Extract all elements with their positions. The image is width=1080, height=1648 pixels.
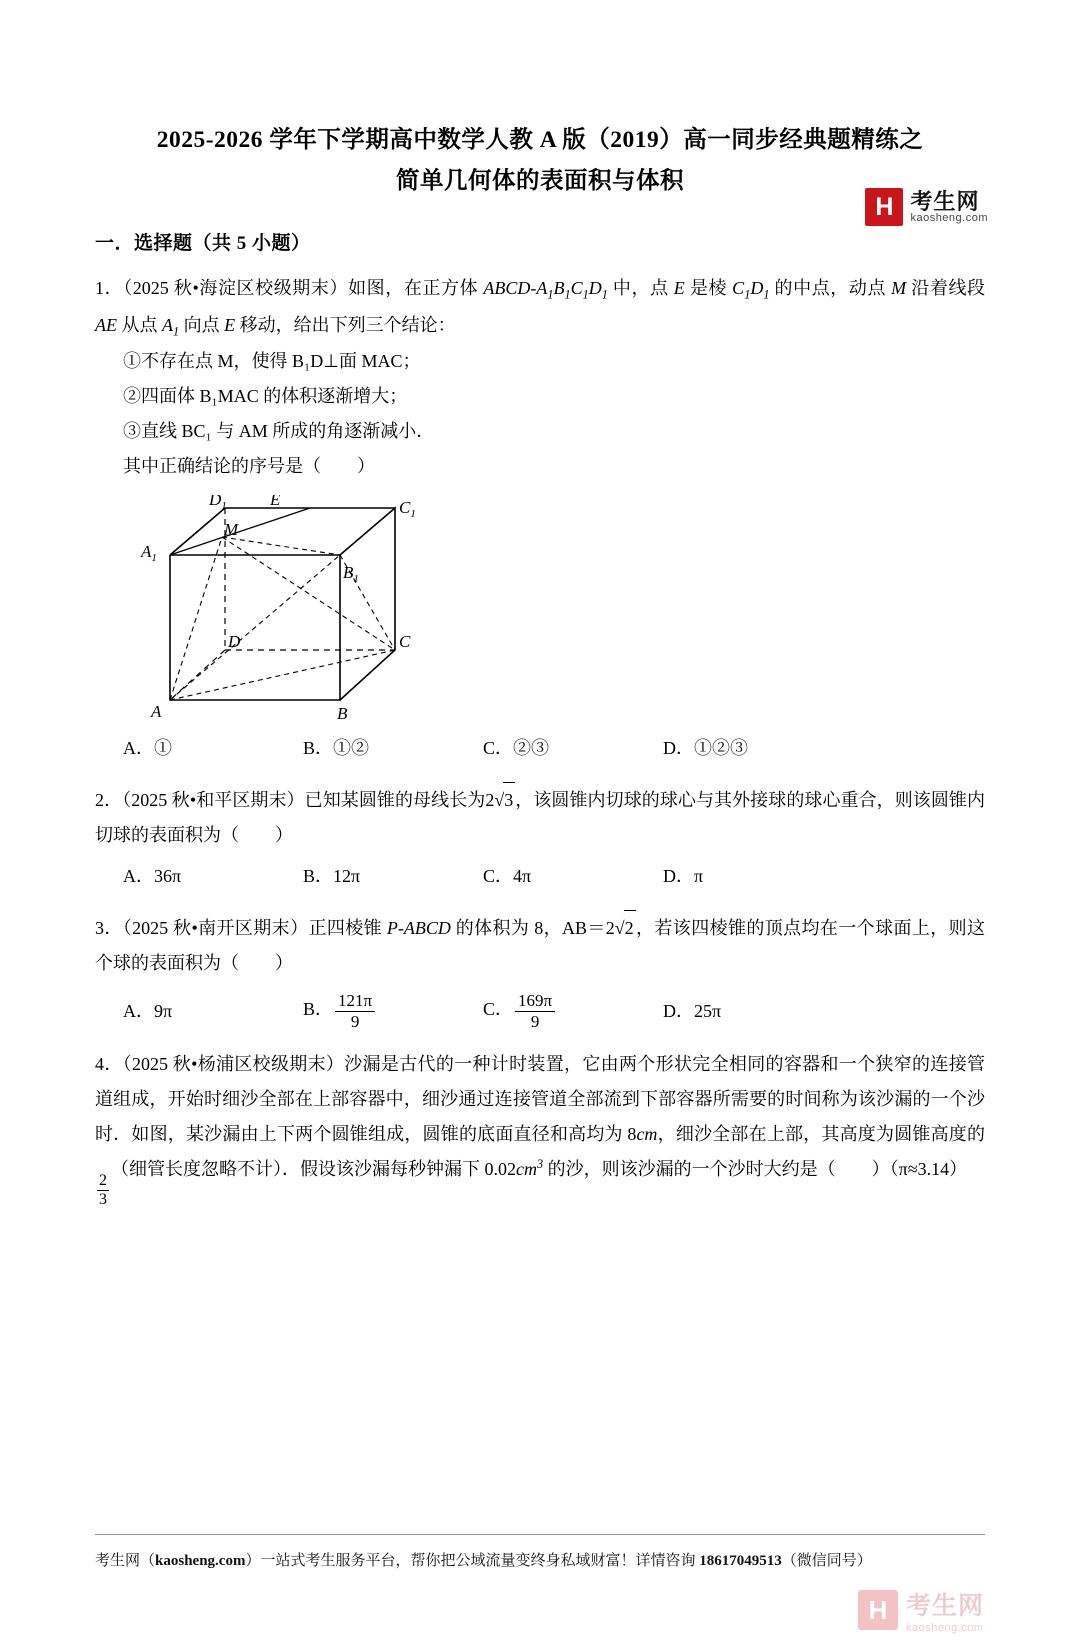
- figure-label-C: C: [399, 631, 411, 651]
- footer-watermark: [858, 1586, 984, 1634]
- question-4: [95, 1047, 985, 1208]
- figure-label-C1: $C_1$: [399, 497, 416, 520]
- page-title: [95, 120, 985, 202]
- question-1-stem-c: 是棱: [684, 278, 733, 299]
- footer-site: kaosheng.com: [155, 1553, 246, 1569]
- question-1-stem-d: 的中点，动点: [769, 278, 892, 299]
- question-3-solid: P‑ABCD: [386, 917, 451, 938]
- sqrt-icon: √2: [615, 918, 636, 938]
- page-title-line1: 2025-2026 学年下学期高中数学人教 A 版（2019）高一同步经典题精练之: [156, 127, 924, 153]
- question-4-fraction: $\frac{2}{3}$: [99, 1172, 107, 1208]
- question-1-figure: [125, 495, 455, 725]
- figure-label-B1: $B_1$: [343, 562, 359, 585]
- question-4-unit2: $cm^3$: [516, 1157, 544, 1180]
- page-title-line2: 简单几何体的表面积与体积: [396, 168, 684, 195]
- question-1-solid: $ABCD‑A_1B_1C_1D_1$: [483, 278, 608, 302]
- question-3-text2: 的体积为 8，AB＝2: [450, 917, 615, 938]
- question-1-point-a1: $A_1$: [162, 314, 180, 339]
- question-3-number: 3．: [95, 917, 123, 938]
- question-2-source: （2025 秋•和平区期末）: [122, 789, 305, 810]
- question-3-option-a[interactable]: A．9π: [123, 1000, 173, 1021]
- watermark-text-cn: 考生网: [905, 1592, 984, 1620]
- question-4-text2: ，细沙全部在上部，其高度为圆锥高度的: [657, 1124, 985, 1145]
- site-logo: [865, 188, 988, 226]
- question-3-text1: 正四棱锥: [308, 917, 387, 938]
- watermark-text-en: kaosheng.com: [905, 1622, 984, 1634]
- question-1-source: （2025 秋•海淀区校级期末）: [123, 278, 349, 299]
- logo-text: [910, 190, 988, 225]
- question-1-conclusion-2: ②四面体 B₁MAC 的体积逐渐增大；: [123, 386, 408, 407]
- question-4-unit2-exponent: 3: [537, 1157, 544, 1172]
- question-2: [95, 782, 985, 894]
- watermark-mark-icon: H: [858, 1590, 898, 1630]
- footer-text-mid: ）一站式考生服务平台，帮你把公域流量变终身私域财富！详情咨询: [245, 1553, 700, 1569]
- question-4-unit1: cm: [636, 1124, 658, 1145]
- question-2-text1: 已知某圆锥的母线长为2: [304, 789, 495, 810]
- question-4-text4: 的沙，则该沙漏的一个沙时大约是（ ）（π≈3.14）: [543, 1159, 968, 1180]
- question-2-text2: ，该圆锥内切球的球心与其外接球的球心重合，则该圆锥内切球的表面积为（ ）: [95, 789, 986, 845]
- question-3-source: （2025 秋•南开区期末）: [122, 917, 309, 938]
- question-2-option-b[interactable]: B．12π: [303, 865, 361, 886]
- figure-label-B: B: [337, 703, 348, 723]
- question-3-option-d[interactable]: D．25π: [663, 1000, 722, 1021]
- figure-label-A1: $A_1$: [141, 541, 157, 564]
- question-3-sqrt-value: 2: [624, 910, 636, 946]
- question-1-point-e: E: [673, 278, 685, 299]
- section-heading: 一．选择题（共 5 小题）: [95, 233, 311, 255]
- question-1-ask: 其中正确结论的序号是（ ）: [123, 456, 375, 477]
- question-4-number: 4．: [95, 1054, 123, 1075]
- question-3-text3: ，若该四棱锥的顶点均在一个球面上，则这个球的表面积为（ ）: [95, 917, 985, 973]
- question-1-option-a[interactable]: A．①: [123, 737, 172, 758]
- question-4-text1: 沙漏是古代的一种计时装置，它由两个形状完全相同的容器和一个狭窄的连接管道组成，开始时细沙全部在上部容器中，细沙通过连接管道全部流到下部容器所需要的时间称为该沙漏的一个沙时．如图，某沙漏由上下两个圆锥组成，圆锥的底面直径和高均为 8: [95, 1054, 986, 1145]
- question-3-option-c-label: C．: [483, 999, 514, 1020]
- question-1-stem-g: 向点: [179, 314, 225, 335]
- question-1-number: 1．: [95, 278, 124, 299]
- question-1-point-e2: E: [224, 314, 236, 335]
- footer-text-after: （微信同号）: [781, 1553, 872, 1569]
- watermark-text: [906, 1586, 984, 1634]
- sqrt-icon: √3: [494, 790, 515, 810]
- figure-label-A: A: [151, 701, 162, 721]
- question-2-number: 2．: [95, 789, 123, 810]
- question-1-segment: AE: [95, 314, 117, 335]
- question-1-edge: $C_1D_1$: [732, 278, 770, 302]
- question-1-stem-a: 如图，在正方体: [348, 278, 484, 299]
- footer-text-before: 考生网（: [95, 1553, 156, 1569]
- page-footer: [95, 1534, 985, 1570]
- figure-label-D1: $D_1$: [209, 494, 227, 512]
- figure-label-E: E: [270, 494, 281, 509]
- figure-label-M: M: [224, 519, 239, 539]
- question-1-stem-h: 移动，给出下列三个结论：: [235, 314, 456, 335]
- question-1-stem-e: 沿着线段: [906, 278, 986, 299]
- question-1-point-m: M: [891, 278, 907, 299]
- question-4-text3: （细管长度忽略不计）．假设该沙漏每秒钟漏下 0.02: [111, 1159, 516, 1180]
- question-1-option-c[interactable]: C．②③: [483, 737, 550, 758]
- question-2-option-d[interactable]: D．π: [663, 865, 704, 886]
- question-3-options: [123, 991, 985, 1031]
- logo-text-en: kaosheng.com: [910, 211, 988, 224]
- question-1-option-d[interactable]: D．①②③: [663, 737, 748, 758]
- question-2-option-c[interactable]: C．4π: [483, 865, 532, 886]
- question-3-option-b[interactable]: [303, 991, 483, 1031]
- logo-text-cn: 考生网: [910, 188, 980, 214]
- question-2-options: [123, 859, 985, 894]
- question-3: [95, 910, 985, 1031]
- logo-mark-icon: H: [865, 188, 903, 226]
- footer-phone: 18617049513: [699, 1553, 782, 1569]
- question-1-stem-b: 中，点: [607, 278, 674, 299]
- question-1: [95, 271, 985, 765]
- question-1-option-b[interactable]: B．①②: [303, 737, 370, 758]
- question-2-sqrt-value: 3: [503, 782, 515, 818]
- question-4-source: （2025 秋•杨浦区校级期末）: [122, 1054, 345, 1075]
- question-3-option-c-fraction: $\frac{169\pi}{9}$: [515, 991, 555, 1031]
- question-1-conclusion-3: ③直线 BC₁ 与 AM 所成的角逐渐减小．: [123, 421, 435, 442]
- question-3-option-b-fraction: $\frac{121\pi}{9}$: [335, 991, 375, 1031]
- figure-label-D: D: [228, 631, 241, 651]
- question-1-conclusion-1: ①不存在点 M，使得 B₁D⊥面 MAC；: [123, 351, 421, 372]
- question-3-option-b-label: B．: [303, 999, 334, 1020]
- cube-diagram: [125, 495, 455, 725]
- question-1-options: [123, 731, 985, 766]
- document-page: [0, 120, 1080, 1648]
- question-2-option-a[interactable]: A．36π: [123, 865, 182, 886]
- question-3-option-c[interactable]: [483, 991, 663, 1031]
- question-1-stem-f: 从点: [117, 314, 162, 335]
